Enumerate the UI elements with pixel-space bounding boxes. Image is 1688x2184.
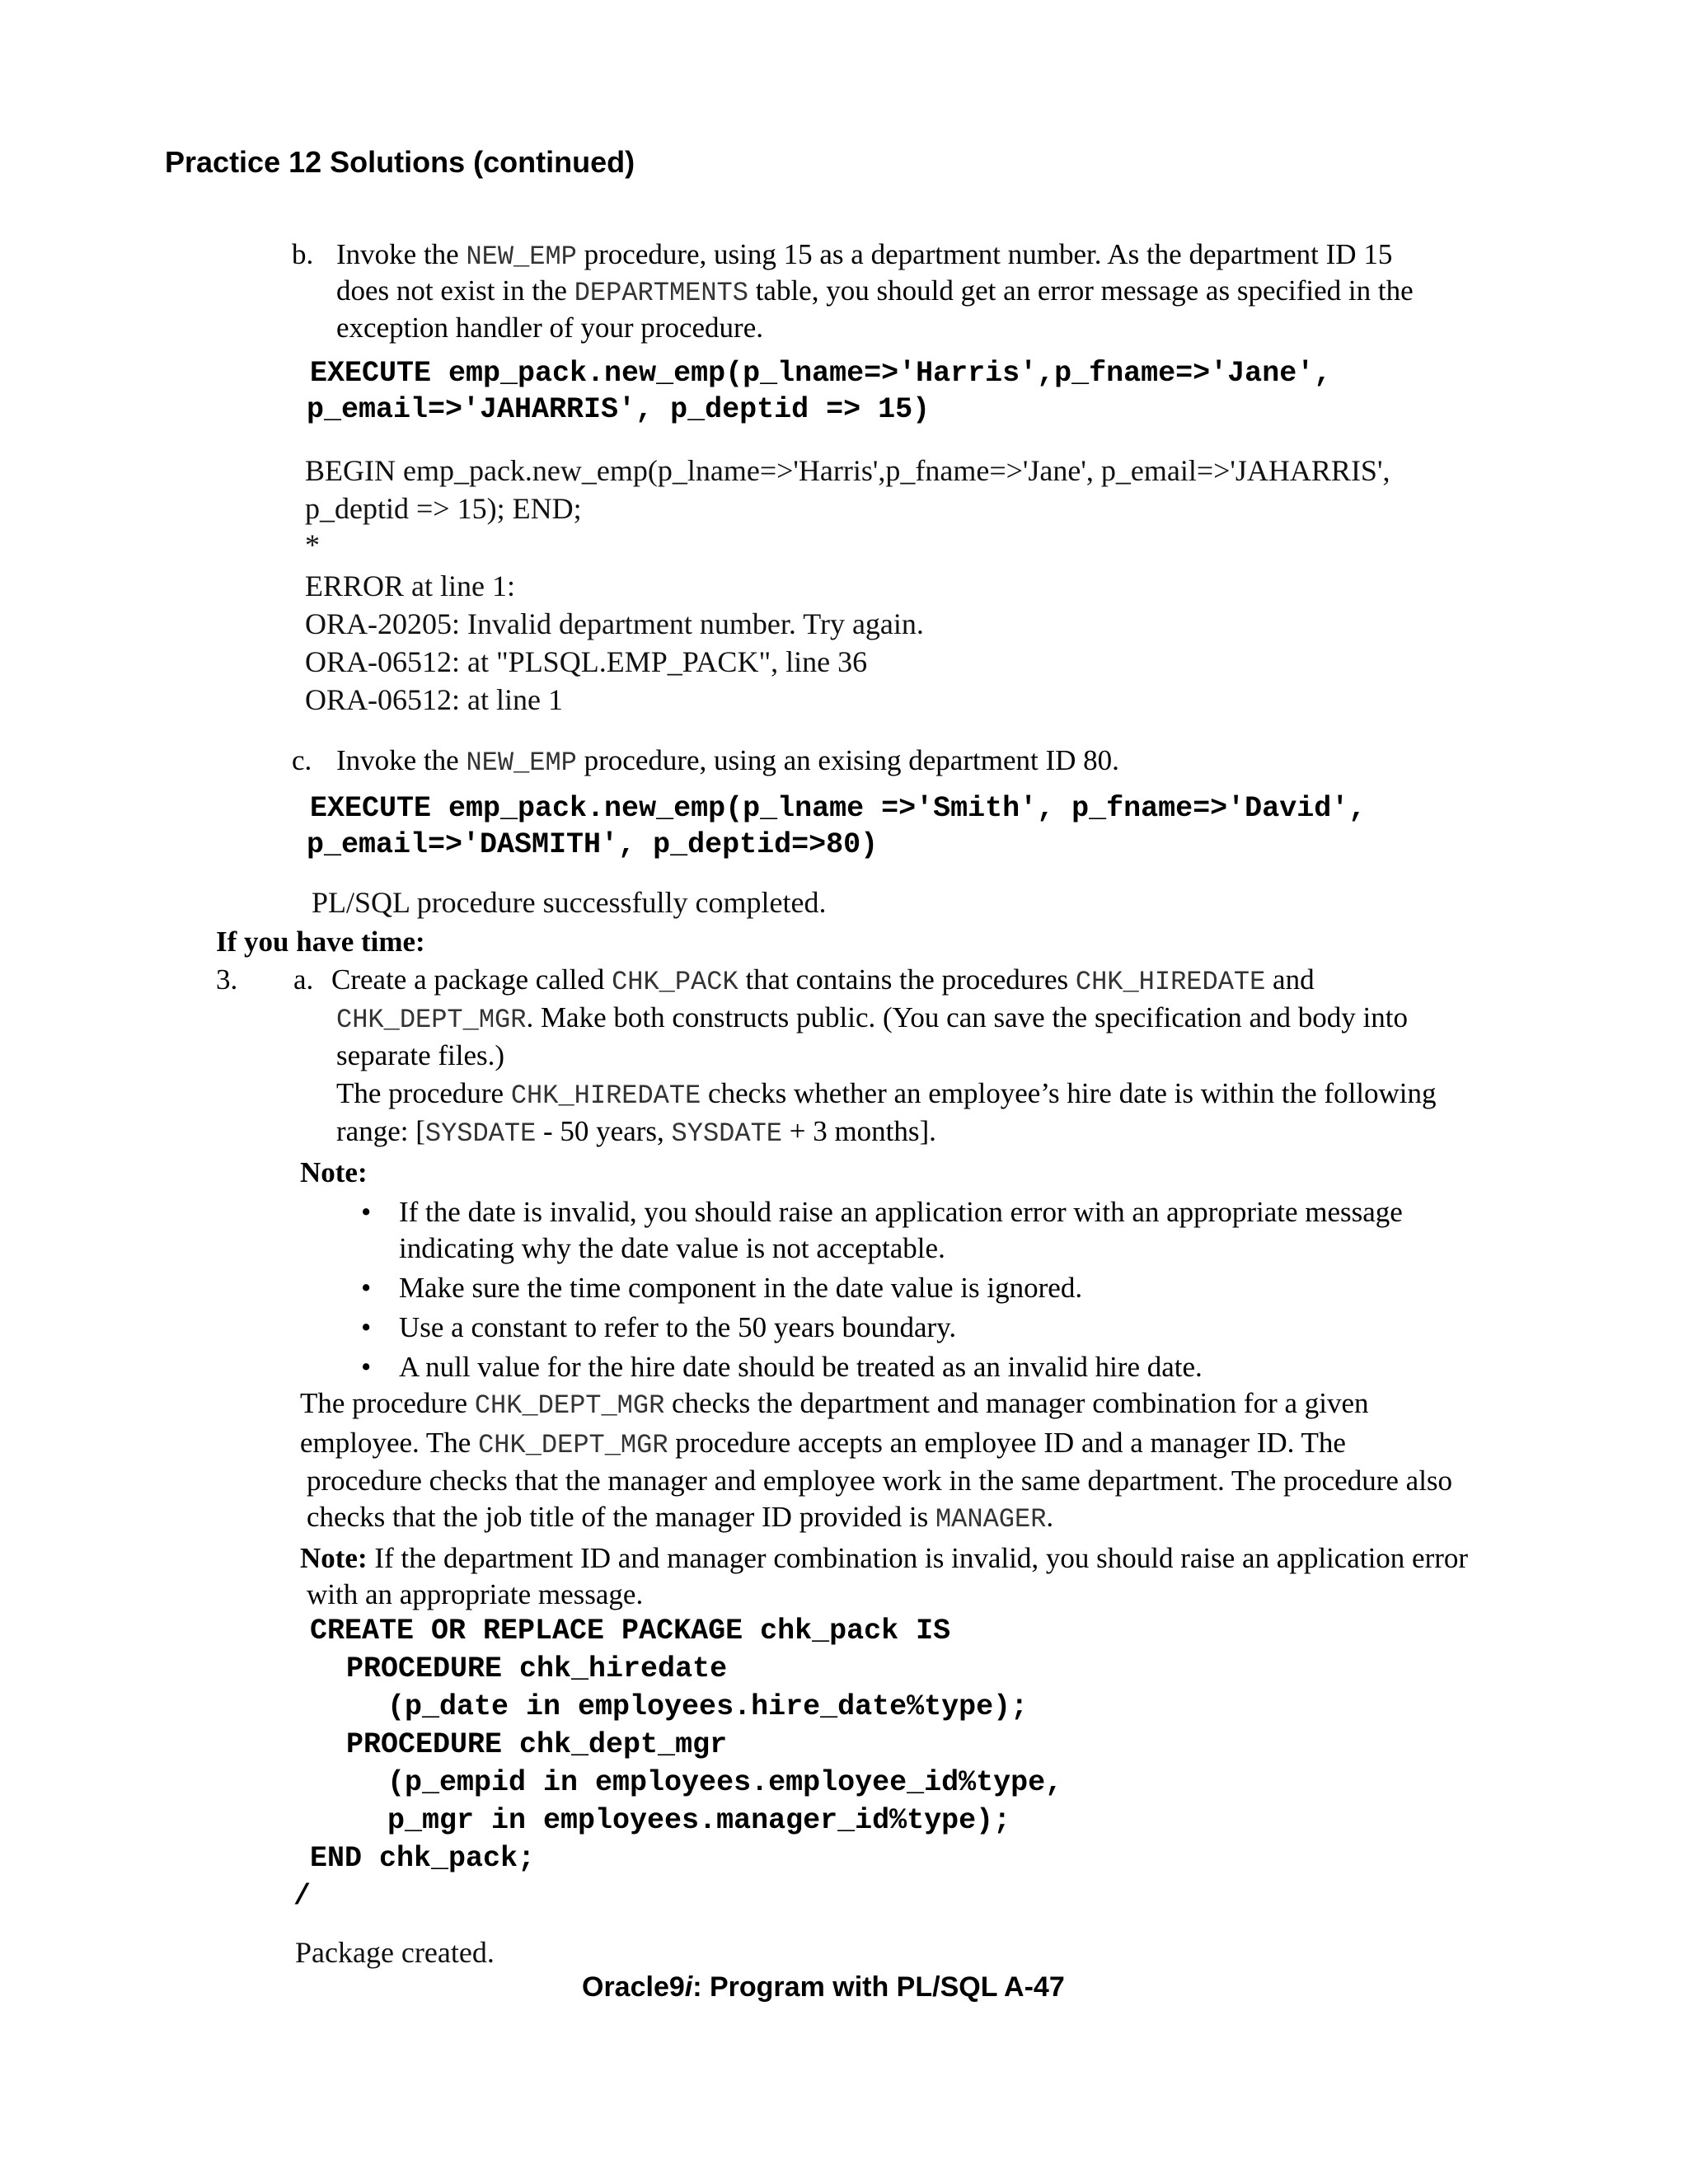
bullet-item-continued: indicating why the date value is not acceptable. (399, 1232, 945, 1264)
item-c-marker: c. (292, 744, 312, 776)
item-a-line-2: CHK_DEPT_MGR. Make both constructs public. (You can save the specification and body into (336, 1001, 1408, 1035)
code-line: EXECUTE emp_pack.new_emp(p_lname =>'Smith', p_fname=>'David', (310, 792, 1367, 825)
note-paragraph: Note: If the department ID and manager combination is invalid, you should raise an application error (300, 1542, 1469, 1574)
item-b-line-3: exception handler of your procedure. (336, 312, 763, 344)
sql-output-line: BEGIN emp_pack.new_emp(p_lname=>'Harris',p_fname=>'Jane', p_email=>'JAHARRIS', (305, 454, 1390, 487)
code-line: END chk_pack; (310, 1842, 536, 1875)
sql-output-line: p_deptid => 15); END; (305, 492, 582, 525)
code-line: PROCEDURE chk_hiredate (346, 1652, 728, 1685)
item-a-line-4: The procedure CHK_HIREDATE checks whether an employee’s hire date is within the following (336, 1077, 1437, 1111)
code-line: (p_date in employees.hire_date%type); (387, 1690, 1029, 1723)
item-b-line-1: Invoke the NEW_EMP procedure, using 15 as a department number. As the department ID 15 (336, 238, 1393, 272)
item-c-line-1: Invoke the NEW_EMP procedure, using an exising department ID 80. (336, 744, 1119, 778)
sql-output-line: ERROR at line 1: (305, 569, 515, 602)
item-b-line-2: does not exist in the DEPARTMENTS table, you should get an error message as specified in the (336, 274, 1414, 308)
bullet-item: • Use a constant to refer to the 50 years boundary. (361, 1311, 957, 1343)
bullet-item: • A null value for the hire date should be treated as an invalid hire date. (361, 1351, 1203, 1383)
question-number: 3. (216, 963, 238, 996)
note-label: Note: (300, 1156, 368, 1188)
paragraph-line: employee. The CHK_DEPT_MGR procedure accepts an employee ID and a manager ID. The (300, 1427, 1346, 1460)
sql-output-line: Package created. (295, 1936, 495, 1969)
paragraph-line: The procedure CHK_DEPT_MGR checks the department and manager combination for a given (300, 1387, 1369, 1421)
bullet-item: • If the date is invalid, you should raise an application error with an appropriate message (361, 1196, 1403, 1228)
code-line: (p_empid in employees.employee_id%type, (387, 1766, 1063, 1799)
page-footer: Oracle9i: Program with PL/SQL A-47 (582, 1971, 1065, 2003)
bullet-item: • Make sure the time component in the date value is ignored. (361, 1272, 1083, 1304)
code-line: p_mgr in employees.manager_id%type); (387, 1804, 1011, 1837)
code-line: CREATE OR REPLACE PACKAGE chk_pack IS (310, 1615, 951, 1647)
item-b-marker: b. (292, 238, 314, 270)
code-line: p_email=>'DASMITH', p_deptid=>80) (307, 828, 879, 861)
sql-output-line: ORA-06512: at "PLSQL.EMP_PACK", line 36 (305, 645, 868, 678)
code-line: EXECUTE emp_pack.new_emp(p_lname=>'Harris',p_fname=>'Jane', (310, 357, 1332, 390)
code-line: p_email=>'JAHARRIS', p_deptid => 15) (307, 393, 931, 426)
code-line: PROCEDURE chk_dept_mgr (346, 1728, 728, 1761)
item-a-marker: a. (293, 963, 314, 996)
page-title: Practice 12 Solutions (continued) (165, 145, 635, 179)
sql-output-line: ORA-20205: Invalid department number. Try again. (305, 607, 924, 640)
sql-output-line: ORA-06512: at line 1 (305, 683, 563, 716)
paragraph-line: procedure checks that the manager and employee work in the same department. The procedure also (307, 1465, 1453, 1497)
sql-output-line: PL/SQL procedure successfully completed. (312, 886, 827, 919)
code-line: / (293, 1880, 312, 1913)
section-label: If you have time: (216, 926, 425, 958)
item-a-line-5: range: [SYSDATE - 50 years, SYSDATE + 3 months]. (336, 1115, 936, 1149)
note-paragraph: with an appropriate message. (307, 1578, 644, 1610)
paragraph-line: checks that the job title of the manager ID provided is MANAGER. (307, 1501, 1054, 1535)
item-a-line-1: Create a package called CHK_PACK that contains the procedures CHK_HIREDATE and (331, 963, 1315, 997)
item-a-line-3: separate files.) (336, 1039, 505, 1071)
sql-output-line: * (305, 528, 320, 561)
